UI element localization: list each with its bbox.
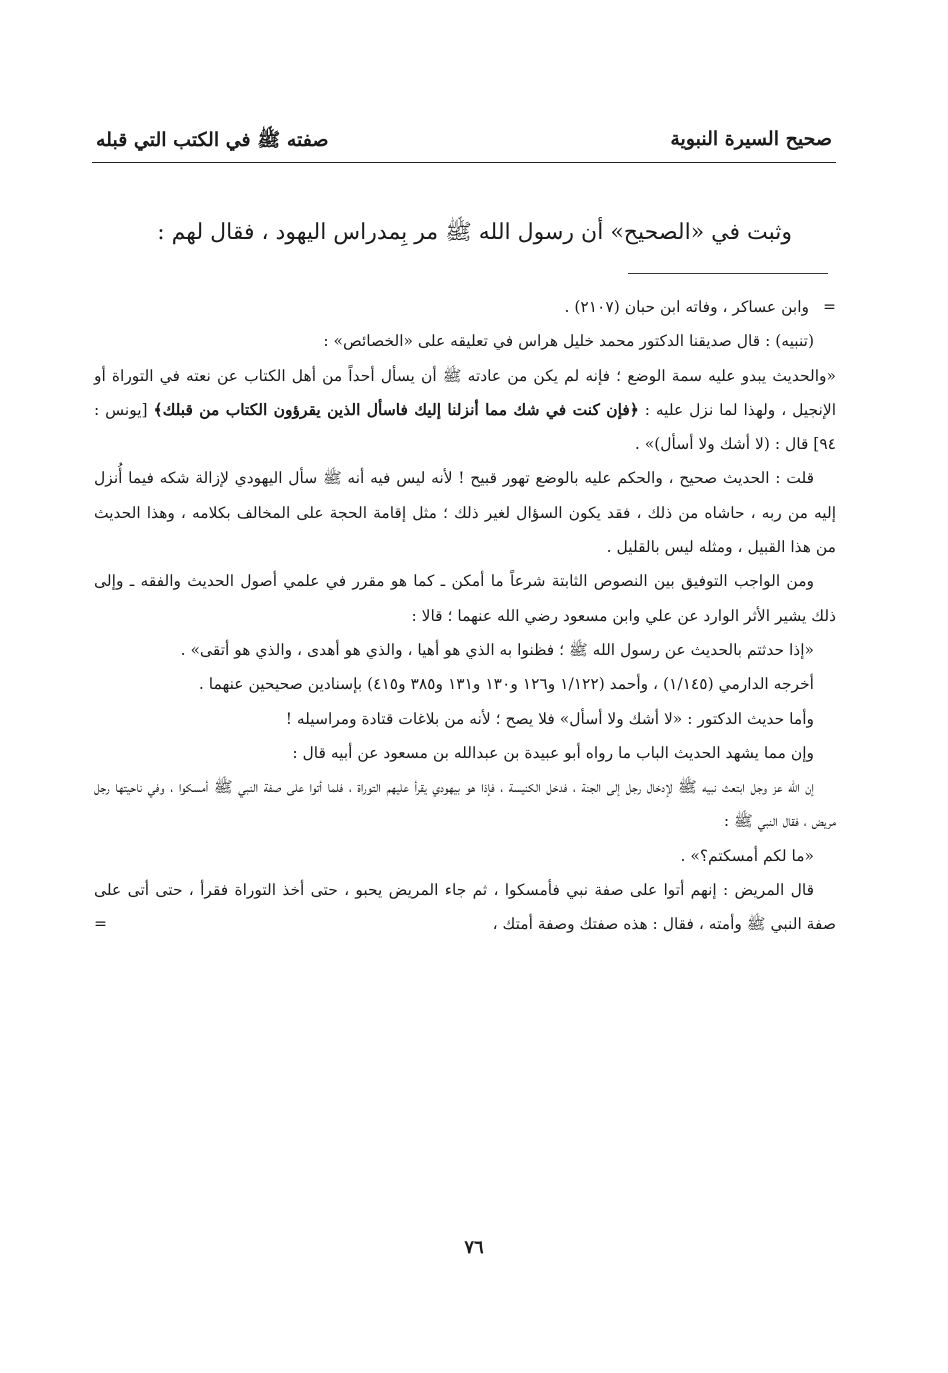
- footnote-paragraph: وأما حديث الدكتور : «لا أشك ولا أسأل» فلا يصح ؛ لأنه من بلاغات قتادة ومراسيله !: [285, 709, 814, 728]
- footnote-paragraph: «ما لكم أمسكتم؟» .: [680, 846, 814, 865]
- footnote-separator: [628, 273, 828, 274]
- footnote-text: قال المريض : إنهم أتوا على صفة نبي فأمسكوا ، ثم جاء المريض يحبو ، حتى أخذ التوراة فقرأ ، حتى أتى على صفة النبي ﷺ وأمته ، فقال : هذه صفتك وصفة أمتك ،: [94, 881, 836, 934]
- continuation-mark: =: [94, 915, 107, 934]
- footnote-paragraph: «إذا حدثتم بالحديث عن رسول الله ﷺ ؛ فظنوا به الذي هو أهيا ، والذي هو أهدى ، والذي هو أتقى» .: [180, 640, 814, 659]
- running-header: [92, 118, 836, 163]
- footnote-paragraph: [94, 290, 836, 324]
- footnote-paragraph: ومن الواجب التوفيق بين النصوص الثابتة شرعاً ما أمكن ـ كما هو مقرر في علمي أصول الحديث والفقه ـ وإلى ذلك يشير الأثر الوارد عن علي وابن مسعود رضي الله عنهما ؛ قالا :: [94, 572, 836, 625]
- continuation-mark: =: [823, 298, 836, 316]
- footnote-paragraph: وإن مما يشهد الحديث الباب ما رواه أبو عبيدة بن عبدالله بن مسعود عن أبيه قال :: [292, 743, 814, 762]
- book-title: صحيح السيرة النبوية: [670, 128, 832, 150]
- footnote-text: وابن عساكر ، وفاته ابن حبان (٢١٠٧) .: [564, 298, 809, 316]
- footnote-text: [يونس : ٩٤] قال : (لا أشك ولا أسأل)» .: [94, 400, 836, 454]
- main-text: وثبت في «الصحيح» أن رسول الله ﷺ مر بِمدراس اليهود ، فقال لهم :: [157, 220, 792, 245]
- page-number: ٧٦: [464, 1237, 484, 1258]
- footnote-paragraph: [94, 359, 836, 462]
- footnote-paragraph: (تنبيه) : قال صديقنا الدكتور محمد خليل هراس في تعليقه على «الخصائص» :: [323, 332, 814, 351]
- footnote-paragraph: إن الله عز وجل ابتعث نبيه ﷺ لإدخال رجل إلى الجنة ، فدخل الكنيسة ، فإذا هو بيهودي يقرأ عليهم التوراة ، فلما أتوا على صفة النبي ﷺ أمسكوا ، وفي ناحيتها رجل مريض ، فقال النبي ﷺ :: [94, 778, 836, 831]
- footnote-paragraph: قلت : الحديث صحيح ، والحكم عليه بالوضع تهور قبيح ! لأنه ليس فيه أنه ﷺ سأل اليهودي لإزالة شكه فيما أُنزل إليه من ربه ، حاشاه من ذلك ، فقد يكون السؤال لغير ذلك ؛ مثل إقامة الحجة على المخالف بكلامه ، وهذا الحديث من هذا القبيل ، ومثله ليس بالقليل .: [94, 469, 836, 557]
- chapter-title: صفته ﷺ في الكتب التي قبله: [96, 129, 329, 151]
- quran-verse: ﴿فإن كنت في شك مما أنزلنا إليك فاسأل الذين يقرؤون الكتاب من قبلك﴾: [153, 399, 639, 419]
- footnote-paragraph: أخرجه الدارمي (١/١٤٥) ، وأحمد (١/١٢٢ و١٢٦ و١٣٠ و١٣١ و٣٨٥ و٤١٥) بإسنادين صحيحين عنهما .: [198, 675, 814, 694]
- footnote-text: «والحديث يبدو عليه سمة الوضع ؛ فإنه لم يكن من عادته ﷺ أن يسأل أحداً من أهل الكتاب عن نعته في التوراة أو الإنجيل ، ولهذا لما نزل عليه :: [94, 366, 836, 419]
- footnotes: [94, 290, 836, 942]
- footnote-paragraph: [94, 873, 836, 942]
